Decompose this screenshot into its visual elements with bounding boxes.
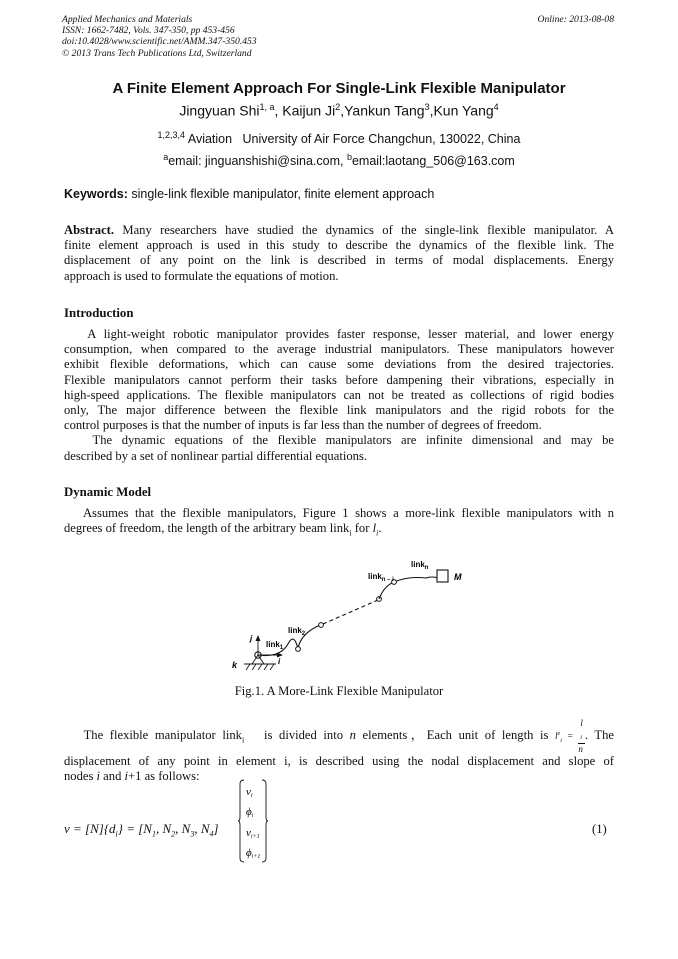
intro-line: The dynamic equations of the flexible manipulators are infinite dimensional and may be — [64, 433, 614, 448]
introduction-heading: Introduction — [64, 306, 134, 320]
author-4: ,Kun Yang — [429, 102, 494, 119]
affiliation-text: Aviation University of Air Force Changchun, 130022, China — [185, 132, 521, 147]
abstract-line: approach is used to formulate the equations of motion. — [64, 268, 339, 283]
email-b: email:laotang_506@163.com — [351, 154, 515, 169]
right-brace — [262, 780, 268, 862]
para2-line: nodes i and i+1 as follows: — [64, 769, 200, 783]
online-date: Online: 2013-08-08 — [537, 14, 614, 25]
vec-entry: ϕi+1 — [246, 847, 261, 860]
abstract-label: Abstract. — [64, 223, 115, 237]
intro-line: high-speed applications. The flexible manipulators can not be treated as collections of rigid bodies — [64, 387, 614, 402]
author-2-sup: 2 — [335, 102, 341, 112]
label-link-n-1: link$_{n - i}$ — [368, 572, 394, 583]
author-4-sup: 4 — [493, 102, 499, 112]
vec-entry: ϕi — [246, 806, 254, 819]
intro-line: exhibit flexible deformations, which can cause some deviations from the desired trajectories. — [64, 357, 614, 372]
intro-line: A light-weight robotic manipulator provides faster response, lesser material, and lower energy — [64, 327, 614, 341]
dashed-links — [323, 600, 378, 624]
payload-mass — [437, 570, 448, 582]
email-a-sup: a — [163, 152, 169, 162]
keywords-label: Keywords: — [64, 187, 128, 201]
intro-line: described by a set of nonlinear partial differential equations. — [64, 448, 367, 463]
joint-2 — [319, 623, 324, 628]
label-link-n: link$_n$ — [411, 560, 429, 571]
label-i: i — [278, 657, 281, 666]
vec-entry: vi — [246, 786, 253, 799]
abstract-line: Many researchers have studied the dynamics of the single-link flexible manipulator. A — [114, 223, 614, 237]
journal-header — [62, 14, 257, 59]
affiliation-sup: 1,2,3,4 — [157, 130, 186, 140]
introduction-body — [64, 327, 614, 464]
keywords — [64, 187, 434, 201]
issn: ISSN: 1662-7482, Vols. 347-350, pp 453-456 — [62, 25, 235, 37]
left-brace — [238, 780, 244, 862]
doi: doi:10.4028/www.scientific.net/AMM.347-350.453 — [62, 36, 257, 48]
copyright: © 2013 Trans Tech Publications Ltd, Switzerland — [62, 47, 252, 59]
element-length-symbol: $l^e_i$ — [555, 730, 562, 744]
ground-hatch — [246, 664, 274, 670]
label-j: j — [250, 634, 253, 643]
intro-line: only, The major difference between the flexible link manipulators and the rigid robots for the — [64, 403, 614, 418]
label-link-1: link$_1$ — [266, 640, 284, 651]
vec-entry: vi+1 — [246, 827, 260, 840]
displacement-vector — [238, 778, 268, 864]
label-link-2: link$_2$ — [288, 626, 306, 637]
email-line — [0, 152, 678, 168]
email-a: email: jinguanshishi@sina.com, — [168, 154, 347, 169]
author-1-sup: 1, a — [259, 102, 275, 112]
abstract-line: finite element approach is used in this study to describe the dynamics of the flexible link. The — [64, 238, 614, 253]
manipulator-figure — [228, 556, 468, 680]
joint-1 — [296, 647, 301, 652]
label-k: k — [232, 660, 238, 670]
dm-line: degrees of freedom, the length of the arbitrary beam link$_i$ for $l_i$. — [64, 521, 382, 538]
author-1: Jingyuan Shi — [179, 102, 260, 119]
author-2: , Kaijun Ji — [274, 102, 336, 119]
abstract — [64, 223, 614, 284]
equation-number: (1) — [592, 822, 607, 836]
element-paragraph — [64, 718, 614, 784]
para2-line: displacement of any point in element i, is described using the nodal displacement and slope of — [64, 753, 614, 768]
keywords-text: single-link flexible manipulator, finite element approach — [127, 187, 435, 201]
intro-line: consumption, when compared to the average industrial manipulators. These manipulators however — [64, 342, 614, 357]
dynamic-model-heading: Dynamic Model — [64, 485, 152, 499]
figure-caption: Fig.1. A More-Link Flexible Manipulator — [234, 684, 444, 698]
intro-line: control purposes is that the number of inputs is far less than the number of degrees of freedom. — [64, 418, 542, 433]
abstract-line: displacement of any point on the link is described in terms of modal displacements. Energy — [64, 253, 614, 268]
paper-title: A Finite Element Approach For Single-Link Flexible Manipulator — [112, 80, 566, 97]
intro-line: Flexible manipulators cannot perform their tasks before dampening their vibrations, especially in — [64, 372, 614, 387]
dynamic-model-body — [64, 506, 614, 541]
journal-name: Applied Mechanics and Materials — [62, 14, 193, 25]
author-list — [0, 102, 678, 119]
j-arrow-icon — [256, 635, 261, 641]
author-3-sup: 3 — [424, 102, 430, 112]
affiliation — [0, 130, 678, 146]
label-mass: M — [454, 572, 462, 582]
author-3: ,Yankun Tang — [340, 102, 425, 119]
dm-line: Assumes that the flexible manipulators, Figure 1 shows a more-link flexible manipulators with n — [64, 506, 614, 520]
length-fraction: l $_i$ n — [578, 718, 583, 754]
equation-1: $v = [N]\{d_i\} = [N_1$, $N_2$, $N_3$, $N_4$] — [64, 821, 219, 839]
email-b-sup: b — [346, 152, 352, 162]
para2-line: The flexible manipulator link$_i$ is divided into n elements，Each unit of length is $l^e_i$ = l $_i$ n . The — [64, 718, 615, 754]
